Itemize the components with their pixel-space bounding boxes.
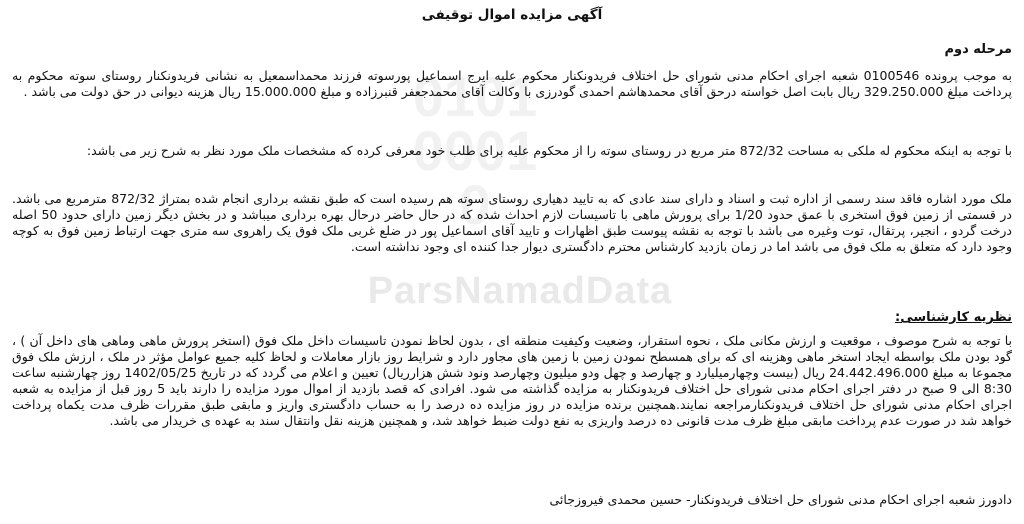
- signature-line: دادورز شعبه اجرای احکام مدنی شورای حل اختلاف فریدونکنار- حسین محمدی فیروزجائی: [549, 492, 1012, 507]
- paragraph-property-intro: با توجه به اینکه محکوم له ملکی به مساحت 872/32 متر مربع در روستای سوته را از محکوم علیه برای طلب خود معرفی کرده که مشخصات ملک مورد نظر به شرح زیر می باشد:: [86, 143, 1012, 158]
- paragraph-property-description: ملک مورد اشاره فاقد سند رسمی از اداره ثبت و اسناد و دارای سند عادی که به تایید دهیاری روستای سوته هم رسیده است که طبق نقشه برداری انجام شده بمتراژ 872/32 مترمربع می باشد. در قسمتی از زمین فوق استخری با عمق حدود 1/20 برای پرورش ماهی با تاسیسات لازم احداث شده که در حال حاضر درحال بهره برداری میباشد و در بخش دیگر زمین دارای حدود 50 اصله درخت گردو ، انجیر، پرتقال، توت وغیره می باشد با توجه به نقشه پیوست طبق اظهارات و تایید آقای اسماعیل پور در ضلع غربی ملک فوق یک راهروی سه متری جهت ارتباط زمین فوق به کوچه وجود دارد که متعلق به ملک فوق می باشد اما در زمان بازدید کارشناس محترم دادگستری دیوار جدا کننده ای وجود نداشته است.: [12, 191, 1012, 254]
- paragraph-expert-opinion: با توجه به شرح موصوف ، موقعیت و ارزش مکانی ملک ، نحوه استقرار، وضعیت وکیفیت منطقه ای ، بدون لحاظ نمودن تاسیسات داخل ملک فوق (استخر پرورش ماهی وماهی های داخل آن ) ، گود بودن ملک بواسطه ایجاد استخر ماهی وهزینه ای که برای همسطح نمودن زمین با زمین های مجاور دارد و شرایط روز بازار معاملات و لحاظ کلیه جمیع عوامل مؤثر در ملک ، ارزش ملک فوق مجموعا به مبلغ 24.442.496.000 ریال (بیست وچهارمیلیارد و چهارصد و چهل ودو میلیون وچهارصد ونود شش هزارریال) تعیین و اعلام می گردد که در تاریخ 1402/05/25 روز چهارشنبه ساعت 8:30 الی 9 صبح در دفتر اجرای احکام مدنی شورای حل اختلاف فریدونکنار به مزایده گذاشته می شود. افرادی که قصد بازدید از اموال مورد مزایده را دارند باید 5 روز قبل از مزایده به شعبه اجرای احکام مدنی شورای حل اختلاف فریدونکنارمراجعه نمایند.همچنین برنده مزایده در روز مزایده ده درصد را به حساب دادگستری واریز و مابقی طبق مقررات ظرف مدت یکماه پرداخت خواهد شد در صورت عدم پرداخت مابقی مبلغ ظرف مدت قانونی ده درصد واریزی به نفع دولت ضبط خواهد شد، و همچنین هزینه نقل وانتقال سند به عهده ی خریدار می باشد.: [12, 333, 1012, 428]
- expert-opinion-heading: نظریه کارشناسی:: [895, 310, 1012, 325]
- notice-title: آگهی مزایده اموال توقیفی: [421, 7, 603, 23]
- watermark-logo: ParsNamadData: [367, 270, 673, 312]
- stage-heading: مرحله دوم: [944, 42, 1012, 57]
- watermark-numbers: 0101 0001 0: [412, 65, 538, 236]
- paragraph-case-details: به موجب پرونده 0100546 شعبه اجرای احکام مدنی شورای حل اختلاف فریدونکنار محکوم علیه ایرج اسماعیل پورسوته فرزند محمداسمعیل به نشانی فریدونکنار روستای سوته محکوم به پرداخت مبلغ 329.250.000 ریال بابت اصل خواسته درحق آقای محمدهاشم احمدی گودرزی با وکالت آقای محمدجعفر قنبرزاده و مبلغ 15.000.000 ریال هزینه دیوانی در حق دولت می باشد .: [12, 68, 1012, 99]
